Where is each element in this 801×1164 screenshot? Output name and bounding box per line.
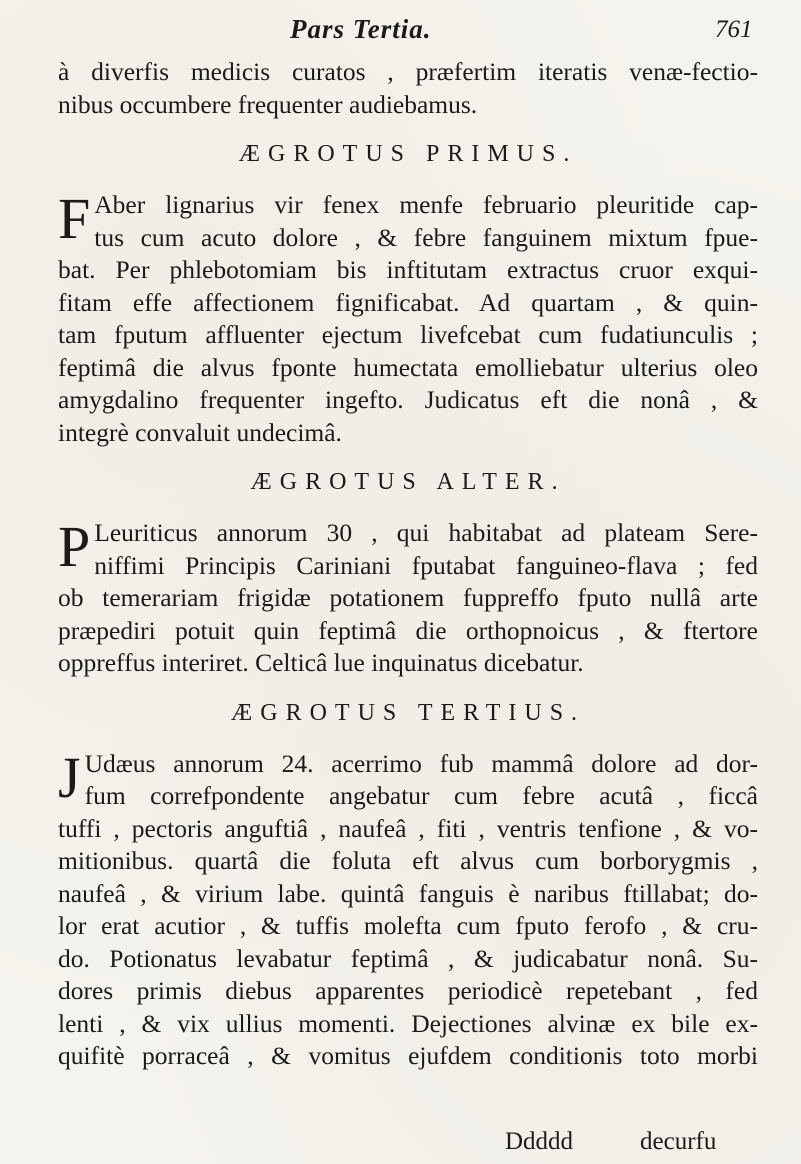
text-line: oppreffus interiret. Celticâ lue inquinatus dicebatur.: [58, 648, 584, 677]
text-line: Aber lignarius vir fenex menfe februario pleuritide cap-: [94, 190, 758, 219]
text-line: nibus occumbere frequenter audiebamus.: [58, 89, 478, 119]
catchword: decurfu: [640, 1128, 717, 1155]
drop-capital: J: [58, 744, 81, 810]
drop-capital: P: [58, 514, 91, 579]
text-line: lor erat acutior , & tuffis molefta cum fputo ferofo , & cru-: [58, 911, 758, 940]
text-line: bat. Per phlebotomiam bis inftitutam extractus cruor exqui-: [58, 255, 758, 284]
drop-capital: F: [58, 186, 91, 251]
text-line: Udæus annorum 24. acerrimo fub mammâ dolore ad dor-: [84, 748, 758, 778]
text-line: Leuriticus annorum 30 , qui habitabat ad plateam Sere-: [94, 518, 758, 547]
section-heading: ÆGROTUS TERTIUS.: [230, 699, 586, 726]
paragraph: [58, 514, 758, 680]
text-line: quifitè porraceâ , & vomitus ejufdem conditionis toto morbi: [58, 1041, 758, 1070]
page-number: 761: [715, 16, 753, 43]
text-line: feptimâ die alvus fponte humectata emolliebatur ulterius oleo: [58, 352, 758, 382]
text-line: tus cum acuto dolore , & febre fanguinem mixtum fpue-: [94, 222, 758, 252]
text-line: dores primis diebus apparentes periodicè repetebant , fed: [58, 976, 758, 1005]
paragraph: [58, 186, 758, 449]
running-title: Pars Tertia.: [290, 14, 432, 44]
text-line: fum correfpondente angebatur cum febre acutâ , ficcâ: [84, 781, 758, 810]
text-line: do. Potionatus levabatur feptimâ , & judicabatur nonâ. Su-: [58, 943, 758, 973]
running-head: [0, 14, 801, 54]
text-line: tuffi , pectoris anguftiâ , naufeâ , fiti , ventris tenfione , & vo-: [58, 813, 758, 843]
signature-mark: Ddddd: [505, 1128, 574, 1155]
body-text: [58, 56, 758, 1073]
text-line: naufeâ , & virium labe. quintâ fanguis è naribus ftillabat; do-: [58, 878, 758, 908]
text-line: amygdalino frequenter ingefto. Judicatus eft die nonâ , &: [58, 385, 758, 414]
text-line: niffimi Principis Cariniani fputabat fanguineo-flava ; fed: [94, 550, 758, 580]
text-line: integrè convaluit undecimâ.: [58, 417, 342, 447]
paragraph: [58, 744, 758, 1073]
section-heading: ÆGROTUS PRIMUS.: [238, 141, 578, 167]
text-line: lenti , & vix ullius momenti. Dejectiones alvinæ ex bile ex-: [58, 1008, 758, 1038]
text-line: à diverfis medicis curatos , præfertim iteratis venæ-fectio-: [58, 57, 758, 86]
text-line: fitam effe affectionem fignificabat. Ad quartam , & quin-: [58, 287, 758, 317]
text-line: mitionibus. quartâ die foluta eft alvus cum borborygmis ,: [58, 846, 758, 875]
text-line: tam fputum affluenter ejectum livefcebat cum fudatiunculis ;: [58, 320, 758, 349]
text-line: præpediri potuit quin feptimâ die orthopnoicus , & ftertore: [58, 615, 758, 645]
text-line: ob temerariam frigidæ potationem fuppreffo fputo nullâ arte: [58, 583, 758, 612]
section-heading: ÆGROTUS ALTER.: [250, 469, 566, 495]
